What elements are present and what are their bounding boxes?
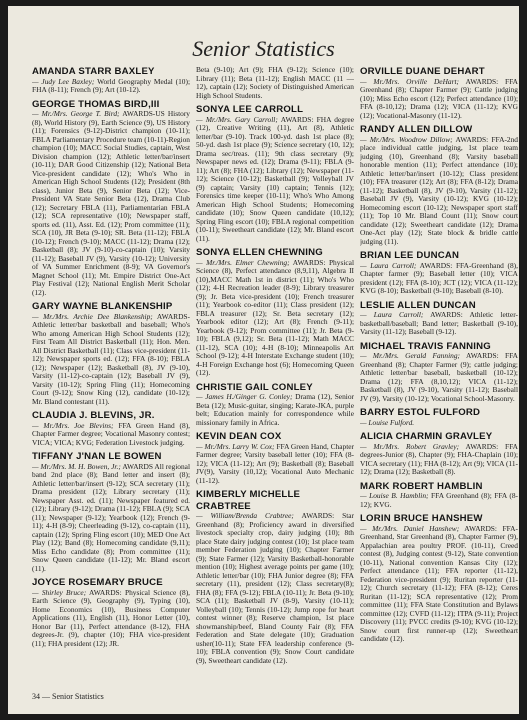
- column-1: [32, 66, 190, 696]
- senior-details: [360, 262, 518, 296]
- senior-activities: AWARDS: Athletic letter-basketball/baseball; Band letter; Basketball (9-10), Varsity (11-12); Baseball (9-12).: [360, 310, 518, 336]
- senior-entry: [32, 301, 190, 406]
- senior-name: GARY WAYNE BLANKENSHIP: [32, 301, 173, 312]
- senior-details: [360, 443, 518, 477]
- senior-details: [32, 78, 190, 95]
- senior-entry: [360, 481, 518, 510]
- senior-parents: — Shirley Bruce;: [32, 587, 87, 597]
- senior-parents: — Mr./Mrs. Orville DeHart;: [360, 76, 459, 86]
- senior-details: [32, 110, 190, 297]
- senior-parents: — Louise B. Hamblin;: [360, 491, 429, 500]
- senior-parents: — Mr./Mrs. Larry W. Cox;: [196, 441, 275, 451]
- senior-name: GEORGE THOMAS BIRD,III: [32, 98, 160, 110]
- senior-entry: [196, 431, 354, 485]
- senior-activities: World Geography Medal (10); FHA (8-11); French (9); Art (10-12).: [32, 76, 190, 94]
- senior-name: SONYA LEE CARROLL: [196, 104, 304, 115]
- senior-entry: [360, 124, 518, 246]
- senior-name: SONYA ELLEN CHEWNING: [196, 247, 323, 258]
- senior-parents: — Mr./Mrs. Gerald Fanning;: [360, 351, 460, 360]
- senior-entry: [360, 300, 518, 337]
- senior-entry: [360, 513, 518, 644]
- senior-entry: [360, 341, 518, 404]
- senior-name: ALICIA CHARMIN GRAVLEY: [360, 431, 493, 442]
- senior-parents: — Laura Carroll;: [360, 260, 417, 270]
- senior-parents: — Mr./Mrs. Elmer Chewning;: [196, 257, 290, 267]
- senior-parents: — Mr./Mrs. Robert Gravley;: [360, 441, 460, 451]
- senior-parents: — Mr./Mrs. George T. Bird;: [32, 109, 120, 118]
- senior-entry: [196, 247, 354, 378]
- senior-details: [360, 492, 518, 509]
- senior-name: MARK ROBERT HAMBLIN: [360, 480, 483, 492]
- senior-entry: [360, 250, 518, 296]
- senior-name: MICHAEL TRAVIS FANNING: [360, 340, 491, 352]
- senior-parents: — Judy Lee Baxley;: [32, 76, 95, 86]
- senior-entry: [360, 407, 518, 427]
- senior-parents: — James H./Ginger G. Conley;: [196, 392, 293, 401]
- yearbook-page: [8, 6, 519, 714]
- senior-name: BARRY ESTOL FULFORD: [360, 407, 481, 418]
- senior-activities: AWARDS: FFA degrees-Junior (8), Chapter (9); FHA-Chaplain (10); VICA secretary (11); FHA (8-12); Art (9); VICA (11-12); Drama (12); Basketball (8).: [360, 441, 518, 476]
- senior-entry: [32, 66, 190, 95]
- senior-entry: [360, 66, 518, 120]
- senior-name: TIFFANY J'NAN LE BOWEN: [32, 451, 162, 462]
- senior-parents: — Louise Fulford.: [360, 417, 415, 427]
- senior-parents: — Laura Carroll;: [360, 310, 424, 319]
- senior-activities: AWARDS: FFA-Greenhand, Star Greenhand (8), Chapter Farmer (9), Appalachian area poultry PROF. (10-11), Creed contest (8), Judging contest (9-12), State convention (10-11), National convention Kansas City (12); Perfect attendance (11); FFA reporter (11-12), Federation vice-president (9); Ruritan reporter (11-12); Church secretary (11-12); FFA (8-12); Ceres Ruritan (11-12); SCA representative (12); Prom committee (11); FFA State Constitution and Bylaws committee (12); CVFD (11-12); ITPA (9-11); Project Discovery (11); PVCC credits (9-10); KVG (10-12); Snow court first runner-up (12); Sweetheart candidate (12).: [360, 523, 518, 643]
- senior-entry: [32, 99, 190, 298]
- senior-entry: [196, 489, 354, 665]
- senior-details: [360, 419, 518, 428]
- senior-details: [360, 311, 518, 337]
- senior-activities: AWARDS: Physical Science (8), Earth Science (9), Geography (9), Typing (10), Home Economics (10), Business Computer Applications (11), English (11), Honor Letter (10), Honor Bar (11), Perfect attendance (8-12), FHA degrees-Jr. (9), chapter (10); FHA vice-president (11); FHA president (12); JR.: [32, 587, 190, 648]
- senior-parents: — Mr./Mrs. M. H. Bowen, Jr.;: [32, 461, 121, 471]
- senior-activities: AWARDS: Star Greenhand (8); Proficiency award in diversified livestock specialty crop, dairy judging (10); 8th place State dairy judging contest (10); 1st place team member Federation judging (10); Chapter Farmer (9); State Farmer (12); Varsity Basketball-honorable mention (10); Highest average points per game (10); Athletic letter/bar (10); FHA Junior degree (8); FFA secretary (11), president (12); Class secretary(8); FHA (8); FFA (9-12); FBLA (10-11); Jr. Beta (9-10); SCA (11); Basketball JV (8-9), Varsity (10-11); Volleyball (10); Tennis (10-12); Jump rope for heart contest winner (8); Reserve champion, 1st place showmanship/beef, Bland County Fair (8); FFA Federation and State delegate (10); Graduation usher(10-11); State FFA leadership conference (9-10); FBLA convention (9); Snow Court candidate (9), Sweetheart candidate (12).: [196, 511, 354, 665]
- senior-activities: AWARDS: FHA degree (12), Creative Writing (11), Art (8), Athletic letter/bar (9-10). Track 100-yd. dash 1st place (8); 50-yd. dash 1st place (9); Science secretary (10, 12); Drama sec/treas. (11); 9th class secretary (9); Newspaper news ed. (12); Drama (9-11); FBLA (9-11); Art (8); FHA (12); Library (12); Newspaper (11-12); Science (10-12); Basketball (9); Volleyball JV (9) captain; Varsity (10) captain; Tennis (12); Forensics time keeper (10-11); Who's Who Among American High School Students; Homecoming candidate (10); Snow Queen candidate (10,12); Spring Fling escort (10); FBLA regional competition (10-11); Sweetheart candidate (12); Mr. Bland escort (11).: [196, 114, 354, 243]
- page-title: Senior Statistics: [192, 36, 335, 61]
- senior-name: KEVIN DEAN COX: [196, 431, 282, 442]
- senior-activities: Beta (9-10); Art (9); FHA (9-12); Science (10); Library (11); Beta (11-12); English MACC (11 — 12), captain (12); Society of Distinguished American High School Students.: [196, 66, 354, 100]
- senior-parents: — Mr./Mrs. Gary Carroll;: [196, 114, 278, 124]
- senior-activities: FFA Green Hand (8), Chapter Farmer degree; Vocational Masonry contest; VICA; VICA; KVG; Federation Livestock judging.: [32, 420, 190, 447]
- senior-details: [360, 352, 518, 403]
- senior-entry: [360, 431, 518, 477]
- senior-details: [32, 422, 190, 448]
- senior-activities: AWARDS-Athletic letter/bar basketball and baseball; Who's Who among American High School Students (12); First Team All District Basketball (11); Hon. Men. All District Basketball (11); Class vice-president (11-12); Newspaper sports ed. (12); FFA (8-10); FBLA (12); Newspaper (12); Basketball (8), JV (9-10), Varsity (11-12)-co-captain (12); Baseball JV (9), Varsity (10-12); Spring Fling (11); Homecoming Court (9-12); Snow King (12), candidate (10-12); Mr. Bland contestant (11).: [32, 311, 190, 406]
- senior-entry: [196, 66, 354, 100]
- column-3: [360, 66, 518, 696]
- senior-name: RANDY ALLEN DILLOW: [360, 124, 473, 135]
- column-2: [196, 66, 354, 696]
- senior-activities: AWARDS All regional band 2nd place (8); Band letter and insert (8); Athletic letter/bar/insert (9-12); SCA secretary (11); Drama president (12); Library secretary (11); Newspaper Asst. ed. (11); Newspaper featured ed. (12); Library (9-12); Drama (11-12); FBLA (9); SCA (11); Newspaper (9-12); Yearbook (12); French (9-11); 4-H (8-9); Cheerleading (9-12), co-captain (11), captain (12); Spring Fling escort (10); MED One Act Play (12); Band (8); Homecoming candidate (9,11); Miss Echo candidate (8); Prom committee (11); Snow Queen candidate (11-12); Mr. Bland escort (11).: [32, 461, 190, 573]
- senior-details: [360, 136, 518, 247]
- senior-activities: FFA Greenhand (8); FFA (8-12); KVG.: [360, 491, 518, 509]
- senior-details: [32, 589, 190, 649]
- senior-activities: AWARDS: FFA Greenhand (8); Chapter Farmer (9); Cattle judging (10); Miss Echo escort (12); Perfect attendance (10); FFA (8-10,12); Drama (12); VICA (11-12); KVG (12); Vocational-Masonry (11-12).: [360, 76, 518, 120]
- senior-parents: — Mr./Mrs. Daniel Hanshew;: [360, 523, 460, 533]
- senior-activities: AWARDS: FFA Greenhand (8); Chapter Farmer (9); cattle judging; Athletic letter/bar baseball, basketball (10-12); Drama (12); FFA (8,10,12); VICA (11-12); Basketball (8), JV (9-10), Varsity (11-12); Baseball JV (9), Varsity (10-12); Vocational School-Masonry.: [360, 351, 518, 403]
- senior-name: LESLIE ALLEN DUNCAN: [360, 299, 476, 311]
- senior-parents: — Mr./Mrs. Woodrow Dillow;: [360, 134, 453, 144]
- senior-details: [32, 463, 190, 574]
- senior-activities: FFA Green Hand, Chapter Farmer degree; Varsity baseball letter (10); FFA (8-12); VICA (11-12); Art (9); Basketball (8); Baseball JV(9), Varsity (10,12); Vocational Auto Mechanic (11-12).: [196, 441, 354, 485]
- senior-name: JOYCE ROSEMARY BRUCE: [32, 577, 163, 588]
- senior-details: [360, 525, 518, 644]
- senior-parents: — Mr./Mrs. Archie Dee Blankenship;: [32, 311, 153, 321]
- senior-name: CHRISTIE GAIL CONLEY: [196, 381, 313, 393]
- senior-entry: [196, 382, 354, 428]
- senior-activities: Drama (12), Senior Beta (12); Music-guitar, singing; Karate-JKA, purple belt; Education mainly for correspondence while missionary family in Africa.: [196, 392, 354, 427]
- senior-name: ORVILLE DUANE DEHART: [360, 66, 485, 77]
- senior-entry: [32, 451, 190, 573]
- senior-activities: AWARDS: FFA-2nd place individual cattle judging, 1st place team judging (10), Greenhand (8); Varsity baseball honorable mention (11); Perfect attendance (10); Athletic letter/bar/insert (10-12); Class president (10); FFA treasurer (12); Art (8); FFA (8-12); Drama (11-12); Basketball (8), JV (9-10), Varsity (11-12); Baseball JV (9), Varsity (10-12); KVG (10-12); Homecoming escort (10-12); Newspaper sport staff (11); Top 10 Mr. Bland Count (11); Snow court candidate (12); Sweetheart candidate (12); Drama One-Act play (12); State block & bridle cattle judging (11).: [360, 134, 518, 246]
- senior-parents: — William/Brenda Crabtree;: [196, 511, 294, 520]
- senior-activities: AWARDS: Physical Science (8), Perfect attendance (8,9,11), Algebra II (10),MACC Math 1st in district (11); Who's Who (12); 4-H Recreation leader (8-9); Library treasurer (9); Jr. Beta vice-president (10); French treasurer (11); Yearbook co-editor (11); Class president (12); FBLA treasurer (12); Sr. Beta secretary (12); Yearbook editor (12); Art (8); French (9-11); Yearbook (9-12); Prom committee (11); Jr. Beta (9-10); FBLA (9,12); Sr. Beta (11-12); Math MACC (11-12), SCA (10); 4-H (8-10); Minneapolis Art School (9-12); 4-H Interstate Exchange student (10); 4-H Foreign Exchange host (6); Homecoming Queen (12).: [196, 257, 354, 377]
- senior-details: [196, 66, 354, 100]
- senior-name: BRIAN LEE DUNCAN: [360, 250, 460, 261]
- senior-entry: [32, 410, 190, 447]
- senior-details: [196, 259, 354, 378]
- senior-details: [196, 116, 354, 244]
- page-footer: 34 — Senior Statistics: [32, 692, 104, 701]
- senior-details: [196, 443, 354, 486]
- senior-details: [196, 512, 354, 665]
- senior-name: AMANDA STARR BAXLEY: [32, 66, 155, 77]
- senior-activities: AWARDS-US History (8), World History (9), Earth Science (9), US History (11); Forensics (9-12)-District champion (10-11); FBLA Parliamentary Procedure team (10-11)-Region champion (10); MACC Social Studies, captain, West Division champion (12); Athletic letter/bar/insert (10-11); DAR Good Citizenship (12); National Beta Vice-president candidate (12); Who's Who in American High School Students (12); President (8th class), Junior Beta (9), Senior Beta (12); Vice-President VA State Senior Beta (12), Drama Club (12); Secretary FBLA (11), Parliamentarian FBLA (12); SCA representative (10); Newspaper staff, sports ed. (11), Asst. Ed. (12); Prom committee (11); SCA (10), JR Beta (9-10); SR. Beta (11-12); FBLA (10-12); French (9-10); MACC (11-12); Drama (12); Basketball (8); JV (9-10)-co-captain (10); Varsity (11-12); Baseball JV (9), Varsity (10-12); University of VA Summer Enrichment (8-9); VA Governor's Magnet School (11); Mt. Empire District One-Act Play Festival (12); National English Merit Scholar (12).: [32, 109, 190, 297]
- senior-name: CLAUDIA J. BLEVINS, JR.: [32, 410, 155, 421]
- senior-details: [360, 78, 518, 121]
- senior-entry: [32, 577, 190, 648]
- senior-details: [196, 393, 354, 427]
- senior-parents: — Mr./Mrs. Joe Blevins;: [32, 420, 114, 430]
- senior-name: KIMBERLY MICHELLE CRABTREE: [196, 489, 301, 512]
- senior-entry: [196, 104, 354, 243]
- senior-name: LORIN BRUCE HANSHEW: [360, 513, 483, 524]
- senior-activities: AWARDS: FFA-Greenhand (8), Chapter farmer (9); Baseball letter (10); VICA president (12); FFA (8-10); JCT (12); VICA (11-12); KVG (8-10); Basketball (9-10); Baseball (8-10).: [360, 260, 518, 295]
- senior-details: [32, 313, 190, 407]
